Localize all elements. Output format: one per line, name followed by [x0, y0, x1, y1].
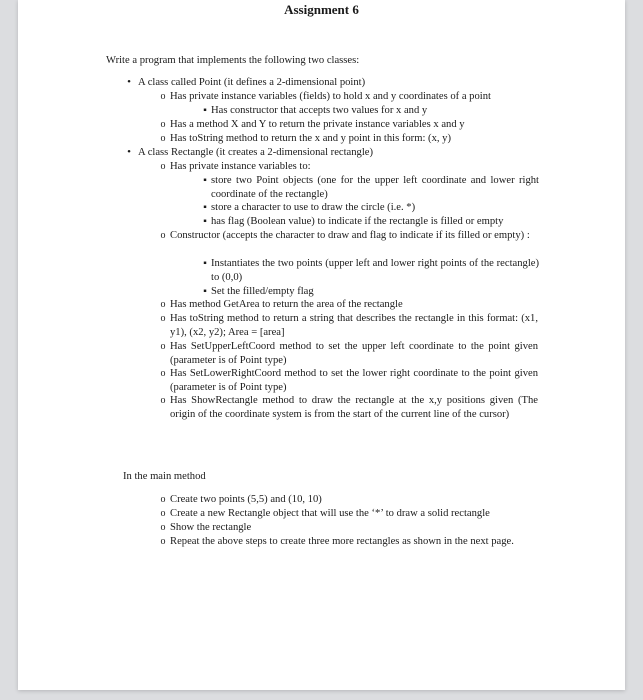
rectangle-class-heading: A class Rectangle (it creates a 2-dimensional rectangle) [138, 147, 374, 158]
rectangle-class-item [120, 146, 540, 160]
circle-marker: o [160, 341, 166, 352]
circle-marker: o [160, 536, 166, 547]
circle-marker: o [160, 494, 166, 505]
rectangle-constructor-text: Constructor (accepts the character to draw and flag to indicate if its filled or empty) : [170, 230, 530, 241]
point-sub-item [199, 104, 519, 118]
circle-marker: o [160, 522, 166, 533]
page-title: Assignment 6 [284, 2, 359, 17]
constructor-sub-text: Set the filled/empty flag [211, 286, 314, 297]
rectangle-var-text: store a character to use to draw the circle (i.e. *) [211, 202, 416, 213]
point-sub-text: Has constructor that accepts two values for x and y [211, 105, 428, 116]
point-item-tostring [156, 132, 538, 146]
circle-marker: o [160, 368, 166, 379]
rectangle-var-flag [199, 215, 539, 229]
square-marker: ▪ [203, 105, 207, 116]
rectangle-private-vars-text: Has private instance variables to: [170, 161, 311, 172]
circle-marker: o [160, 230, 166, 241]
rectangle-method-showrectangle [156, 394, 538, 421]
point-class-item [120, 76, 550, 90]
main-step-text: Create two points (5,5) and (10, 10) [170, 494, 322, 505]
constructor-sub-points [199, 257, 539, 284]
point-class-heading: A class called Point (it defines a 2-dimensional point) [138, 77, 366, 88]
rectangle-constructor [156, 229, 538, 243]
intro-text: Write a program that implements the following two classes: [106, 55, 360, 66]
main-step-text: Create a new Rectangle object that will use the ‘*’ to draw a solid rectangle [170, 508, 490, 519]
rectangle-method-text: Has SetUpperLeftCoord method to set the upper left coordinate to the point given (parameter is of Point type) [170, 341, 538, 366]
document-page [18, 0, 625, 690]
rectangle-method-text: Has toString method to return a string that describes the rectangle in this format: (x1, y1), (x2, y2); Area = [area] [170, 313, 538, 338]
rectangle-method-tostring [156, 312, 538, 339]
rectangle-var-text: store two Point objects (one for the upper left coordinate and lower right coordinate of the rectangle) [211, 175, 539, 200]
circle-marker: o [160, 161, 166, 172]
circle-marker: o [160, 119, 166, 130]
rectangle-method-text: Has ShowRectangle method to draw the rectangle at the x,y positions given (The origin of the coordinate system is from the start of the current line of the cursor) [170, 395, 538, 420]
main-method-heading: In the main method [123, 471, 206, 482]
square-marker: ▪ [203, 175, 207, 186]
square-marker: ▪ [203, 216, 207, 227]
circle-marker: o [160, 313, 166, 324]
main-step [156, 493, 538, 507]
point-item-text: Has a method X and Y to return the private instance variables x and y [170, 119, 465, 130]
rectangle-method-setlowerright [156, 367, 538, 394]
rectangle-private-vars [156, 160, 538, 174]
rectangle-method-getarea [156, 298, 538, 312]
bullet-marker: • [127, 76, 131, 88]
main-step-text: Repeat the above steps to create three more rectangles as shown in the next page. [170, 536, 514, 547]
rectangle-method-text: Has method GetArea to return the area of the rectangle [170, 299, 403, 310]
rectangle-var-char [199, 201, 539, 215]
constructor-sub-flag [199, 285, 539, 299]
circle-marker: o [160, 508, 166, 519]
rectangle-method-text: Has SetLowerRightCoord method to set the lower right coordinate to the point given (parameter is of Point type) [170, 368, 538, 393]
point-item-text: Has private instance variables (fields) to hold x and y coordinates of a point [170, 91, 491, 102]
rectangle-method-setupperleft [156, 340, 538, 367]
main-step [156, 507, 538, 521]
main-step-text: Show the rectangle [170, 522, 252, 533]
circle-marker: o [160, 133, 166, 144]
point-item-fields [156, 90, 538, 104]
square-marker: ▪ [203, 286, 207, 297]
rectangle-var-text: has flag (Boolean value) to indicate if the rectangle is filled or empty [211, 216, 504, 227]
square-marker: ▪ [203, 258, 207, 269]
circle-marker: o [160, 91, 166, 102]
main-step [156, 535, 538, 549]
square-marker: ▪ [203, 202, 207, 213]
main-step [156, 521, 538, 535]
rectangle-var-points [199, 174, 539, 201]
circle-marker: o [160, 395, 166, 406]
point-item-methods [156, 118, 538, 132]
constructor-sub-text: Instantiates the two points (upper left and lower right points of the rectangle) to (0,0) [211, 258, 539, 283]
bullet-marker: • [127, 146, 131, 158]
point-item-text: Has toString method to return the x and y point in this form: (x, y) [170, 133, 451, 144]
circle-marker: o [160, 299, 166, 310]
